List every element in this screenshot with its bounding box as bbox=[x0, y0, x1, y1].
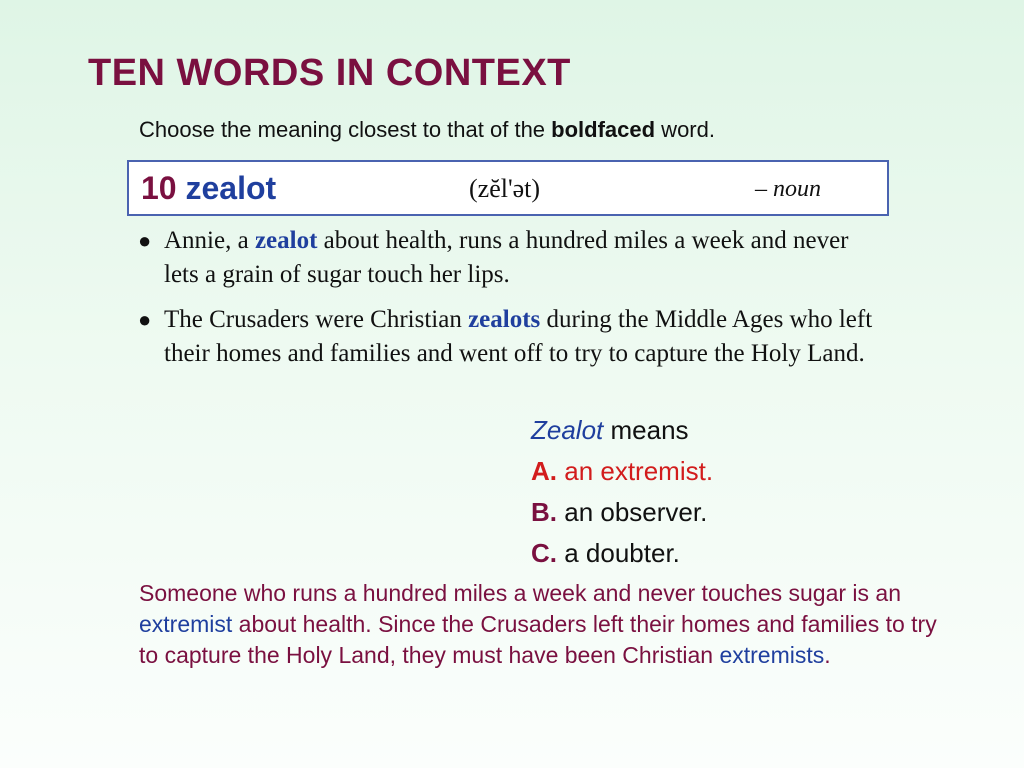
explanation-part-2: about health. Since the Crusaders left their homes and families to try to capture the Holy Land, they must have been Christian bbox=[139, 611, 937, 668]
instructions-after: word. bbox=[655, 117, 715, 142]
instructions-bold: boldfaced bbox=[551, 117, 656, 142]
example-before: Annie, a bbox=[164, 227, 255, 254]
part-of-speech-label: noun bbox=[773, 176, 821, 202]
pronunciation: (zĕl'ət) bbox=[469, 174, 541, 203]
example-keyword: zealots bbox=[468, 306, 541, 333]
explanation bbox=[139, 578, 939, 671]
example-after: during the Middle Ages who left their homes and families and went off to try to capture the Holy Land. bbox=[164, 306, 873, 367]
part-of-speech-dash: – bbox=[755, 176, 773, 202]
explanation-keyword-1: extremist bbox=[139, 611, 233, 637]
option-letter: B. bbox=[531, 497, 557, 527]
part-of-speech bbox=[755, 176, 821, 203]
instructions bbox=[139, 117, 715, 143]
example-sentence-2 bbox=[138, 303, 884, 371]
option-c[interactable] bbox=[531, 535, 713, 576]
example-keyword: zealot bbox=[254, 227, 318, 254]
example-before: The Crusaders were Christian bbox=[164, 306, 469, 333]
example-text bbox=[164, 224, 884, 292]
bullet-icon: ● bbox=[138, 307, 152, 332]
answer-choices bbox=[531, 412, 713, 576]
option-letter: C. bbox=[531, 538, 557, 568]
explanation-keyword-2: extremists bbox=[719, 642, 825, 668]
example-sentence-1 bbox=[138, 224, 884, 292]
question-means: means bbox=[603, 415, 689, 445]
word-number: 10 bbox=[141, 170, 177, 206]
example-text bbox=[164, 303, 884, 371]
option-text: an extremist. bbox=[564, 456, 714, 486]
example-after: about health, runs a hundred miles a week and never lets a grain of sugar touch her lips. bbox=[164, 227, 849, 288]
vocabulary-word-box bbox=[127, 160, 889, 216]
word-heading bbox=[141, 170, 276, 207]
question-word: Zealot bbox=[531, 415, 604, 445]
slide-title: TEN WORDS IN CONTEXT bbox=[88, 52, 571, 94]
question-prompt bbox=[531, 412, 713, 453]
explanation-part-1: Someone who runs a hundred miles a week and never touches sugar is an bbox=[139, 580, 902, 606]
option-text: a doubter. bbox=[564, 538, 680, 568]
option-text: an observer. bbox=[564, 497, 708, 527]
vocabulary-word: zealot bbox=[185, 170, 277, 206]
bullet-icon: ● bbox=[138, 228, 152, 253]
option-letter: A. bbox=[531, 456, 557, 486]
option-b[interactable] bbox=[531, 494, 713, 535]
instructions-before: Choose the meaning closest to that of the bbox=[139, 117, 552, 142]
explanation-part-3: . bbox=[824, 642, 831, 668]
option-a[interactable] bbox=[531, 453, 713, 494]
